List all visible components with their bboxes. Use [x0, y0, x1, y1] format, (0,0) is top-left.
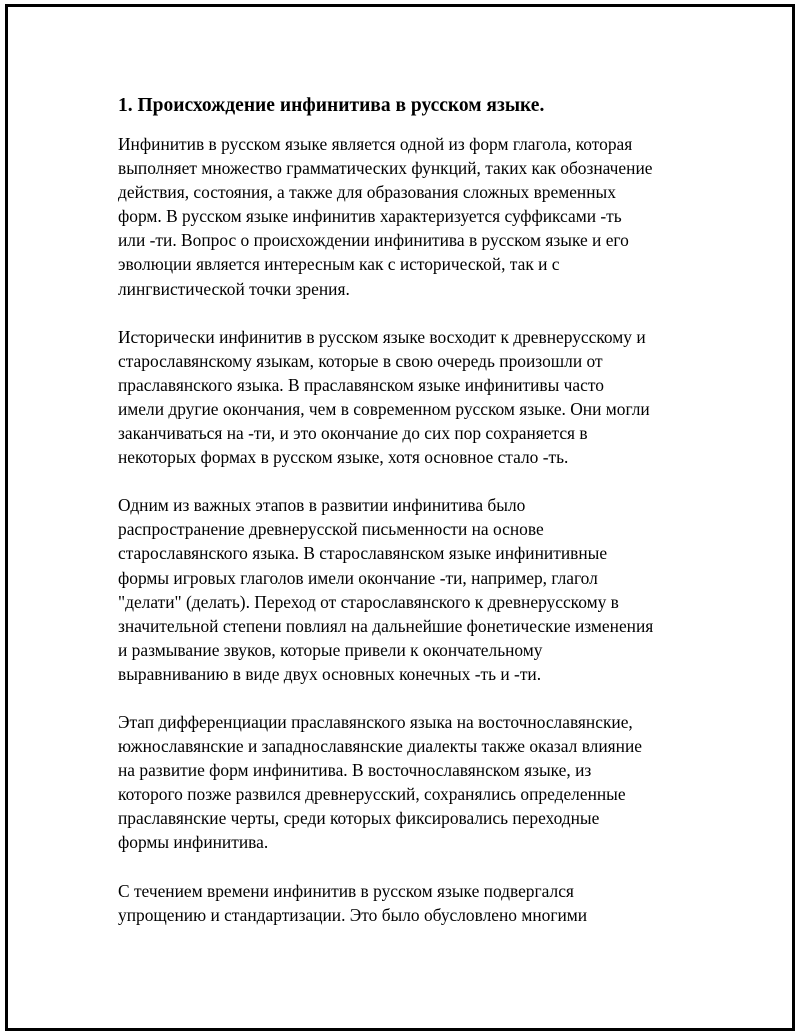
text-line: или -ти. Вопрос о происхождении инфинитива в русском языке и его	[118, 230, 629, 251]
text-line: эволюции является интересным как с исторической, так и с	[118, 254, 560, 275]
text-line: выполняет множество грамматических функций, таких как обозначение	[118, 158, 653, 179]
text-line: формы игровых глаголов имели окончание -ти, например, глагол	[118, 567, 598, 588]
text-line: Этап дифференциации праславянского языка на восточнославянские,	[118, 711, 633, 732]
paragraph-list	[118, 132, 698, 927]
text-line: старославянскому языкам, которые в свою очередь произошли от	[118, 350, 603, 371]
paragraph	[118, 710, 698, 855]
text-line: Одним из важных этапов в развитии инфинитива было	[118, 495, 526, 516]
section-heading: 1. Происхождение инфинитива в русском языке.	[118, 95, 545, 116]
paragraph	[118, 879, 698, 927]
text-line: праславянские черты, среди которых фиксировались переходные	[118, 808, 600, 829]
text-line: "делати" (делать). Переход от старославянского к древнерусскому в	[118, 591, 619, 612]
text-line: значительной степени повлиял на дальнейшие фонетические изменения	[118, 615, 654, 636]
text-line: выравниванию в виде двух основных конечных -ть и -ти.	[118, 663, 542, 684]
text-line: имели другие окончания, чем в современном русском языке. Они могли	[118, 398, 650, 419]
text-line: Исторически инфинитив в русском языке восходит к древнерусскому и	[118, 326, 646, 347]
text-line: С течением времени инфинитив в русском языке подвергался	[118, 880, 574, 901]
text-line: на развитие форм инфинитива. В восточнославянском языке, из	[118, 760, 592, 781]
text-line: распространение древнерусской письменности на основе	[118, 519, 544, 540]
text-line: Инфинитив в русском языке является одной из форм глагола, которая	[118, 134, 633, 154]
text-line: старославянского языка. В старославянском языке инфинитивные	[118, 543, 608, 564]
text-line: формы инфинитива.	[118, 832, 269, 853]
text-line: южнославянские и западнославянские диалекты также оказал влияние	[118, 736, 642, 757]
text-line: которого позже развился древнерусский, сохранялись определенные	[118, 784, 626, 805]
text-line: упрощению и стандартизации. Это было обусловлено многими	[118, 904, 588, 925]
text-line: форм. В русском языке инфинитив характеризуется суффиксами -ть	[118, 206, 622, 227]
text-line: действия, состояния, а также для образования сложных временных	[118, 182, 616, 203]
paragraph	[118, 132, 698, 301]
text-line: некоторых формах в русском языке, хотя основное стало -ть.	[118, 447, 569, 468]
paragraph	[118, 325, 698, 470]
text-line: праславянского языка. В праславянском языке инфинитивы часто	[118, 374, 604, 395]
paragraph	[118, 493, 698, 686]
text-line: и размывание звуков, которые привели к окончательному	[118, 639, 543, 660]
text-line: лингвистической точки зрения.	[118, 278, 350, 299]
text-line: заканчиваться на -ти, и это окончание до сих пор сохраняется в	[118, 423, 588, 444]
document-body	[118, 94, 698, 951]
